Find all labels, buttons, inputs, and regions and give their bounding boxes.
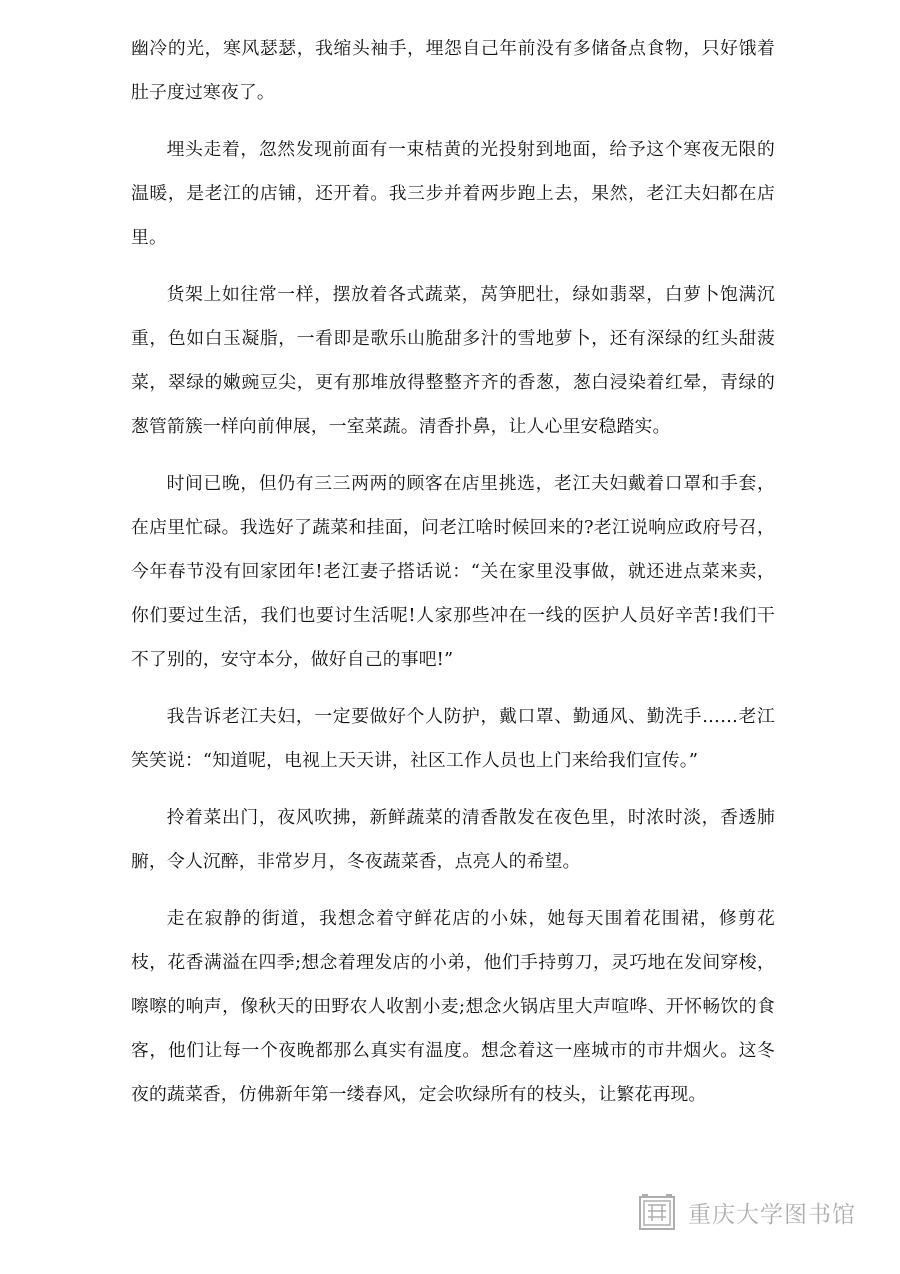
paragraph: 走在寂静的街道，我想念着守鲜花店的小妹，她每天围着花围裙，修剪花枝，花香满溢在四季;想念着理发店的小弟，他们手持剪刀，灵巧地在发间穿梭，嚓嚓的响声，像秋天的田野农人收割小麦;想念火锅店里大声喧哗、开怀畅饮的食客，他们让每一个夜晚都那么真实有温度。想念着这一座城市的市井烟火。这冬夜的蔬菜香，仿佛新年第一缕春风，定会吹绿所有的枝头，让繁花再现。 [131, 908, 775, 1105]
paragraph: 时间已晚，但仍有三三两两的顾客在店里挑选，老江夫妇戴着口罩和手套，在店里忙碌。我选好了蔬菜和挂面，问老江啥时候回来的?老江说响应政府号召，今年春节没有回家团年!老江妻子搭话说：“关在家里没事做，就还进点菜来卖，你们要过生活，我们也要讨生活呢!人家那些冲在一线的医护人员好辛苦!我们干不了别的，安守本分，做好自己的事吧!” [131, 473, 775, 670]
paragraph: 我告诉老江夫妇，一定要做好个人防护，戴口罩、勤通风、勤洗手……老江笑笑说：“知道呢，电视上天天讲，社区工作人员也上门来给我们宣传。” [131, 706, 775, 771]
paragraph: 埋头走着，忽然发现前面有一束桔黄的光投射到地面，给予这个寒夜无限的温暖，是老江的店铺，还开着。我三步并着两步跑上去，果然，老江夫妇都在店里。 [131, 139, 775, 248]
paragraph: 幽冷的光，寒风瑟瑟，我缩头袖手，埋怨自己年前没有多储备点食物，只好饿着肚子度过寒夜了。 [131, 38, 775, 103]
watermark-text: 重庆大学图书馆 [688, 1201, 856, 1228]
library-watermark [638, 1193, 856, 1231]
paragraph: 拎着菜出门，夜风吹拂，新鲜蔬菜的清香散发在夜色里，时浓时淡，香透肺腑，令人沉醉，非常岁月，冬夜蔬菜香，点亮人的希望。 [131, 807, 775, 872]
document-body [131, 27, 775, 1130]
paragraph: 货架上如往常一样，摆放着各式蔬菜，莴笋肥壮，绿如翡翠，白萝卜饱满沉重，色如白玉凝脂，一看即是歌乐山脆甜多汁的雪地萝卜，还有深绿的红头甜菠菜，翠绿的嫩豌豆尖，更有那堆放得整整齐齐的香葱，葱白浸染着红晕，青绿的葱管箭簇一样向前伸展，一室菜蔬。清香扑鼻，让人心里安稳踏实。 [131, 284, 775, 437]
library-seal-icon [638, 1193, 676, 1231]
